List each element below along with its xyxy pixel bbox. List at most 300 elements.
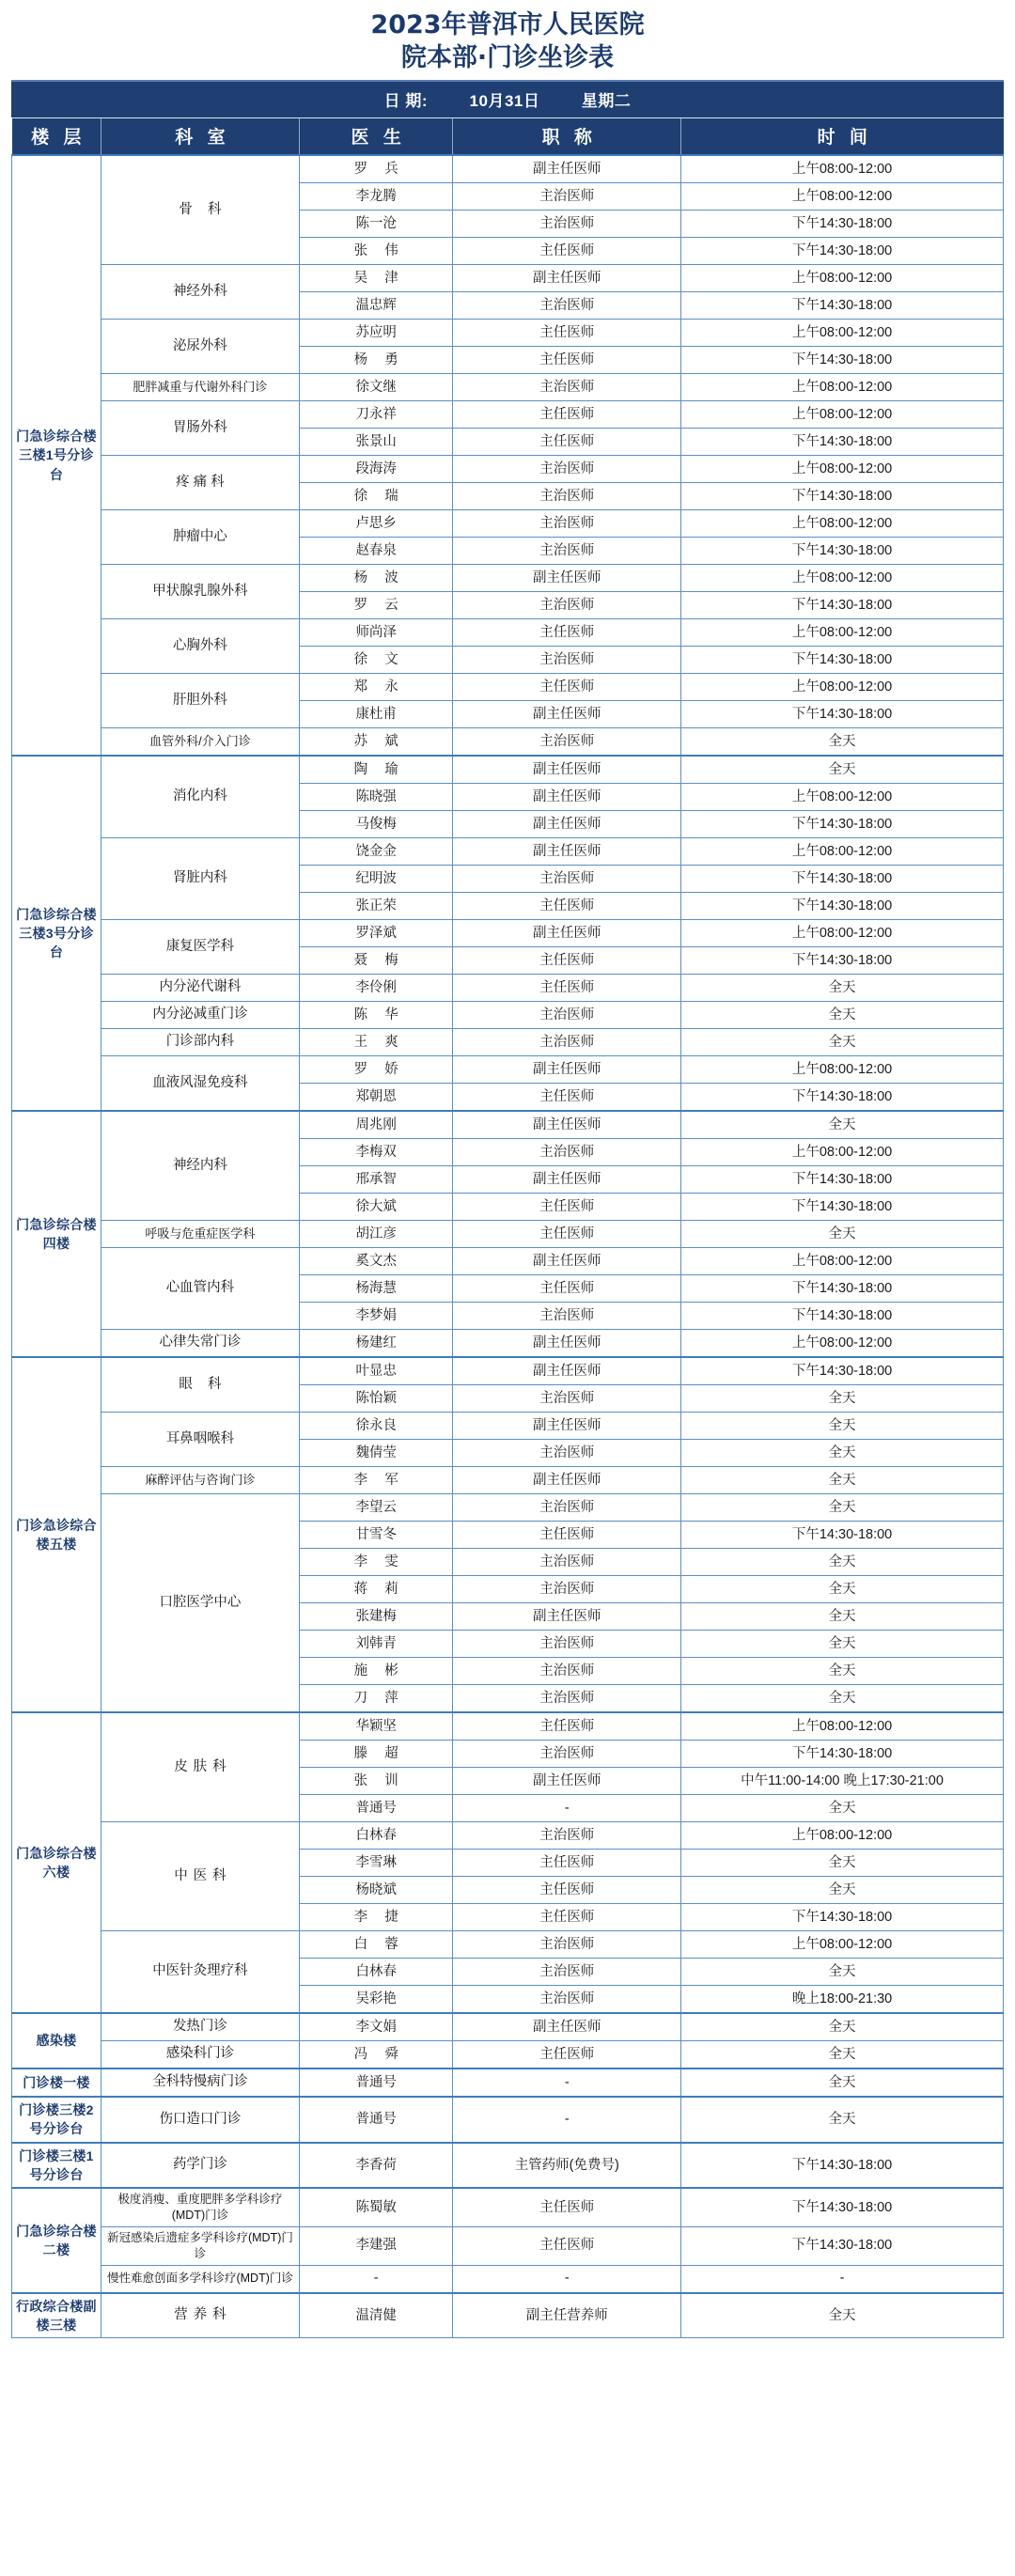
date-label: 日 期: [383,92,429,111]
time-cell: 全天 [681,1576,1004,1603]
table-row [12,2227,1004,2266]
time-cell: 下午14:30-18:00 [681,483,1004,510]
table-row [12,920,1004,947]
doctor-cell: 李香荷 [299,2143,453,2189]
time-cell: 下午14:30-18:00 [681,2227,1004,2266]
time-cell: 全天 [681,1111,1004,1139]
doctor-cell: 聂 梅 [299,947,453,975]
doctor-cell: 陶 瑜 [299,756,453,784]
title-cell: 主任医师 [453,347,681,374]
doctor-cell: 徐永良 [299,1413,453,1440]
title-cell: 主治医师 [453,647,681,674]
floor-cell: 门诊楼三楼1号分诊台 [12,2143,102,2189]
title-cell: - [453,2069,681,2097]
title-cell: 主任医师 [453,947,681,975]
department-cell: 甲状腺乳腺外科 [101,565,299,619]
time-cell: 全天 [681,1440,1004,1467]
time-cell: 全天 [681,975,1004,1002]
time-cell: 上午08:00-12:00 [681,674,1004,701]
department-cell: 耳鼻咽喉科 [101,1413,299,1467]
table-header-row [12,118,1004,155]
hospital-name: 2023年普洱市人民医院 [370,10,645,39]
table-row [12,975,1004,1002]
doctor-cell: 郑朝恩 [299,1084,453,1112]
doctor-cell: 邢承智 [299,1166,453,1194]
table-row [12,320,1004,347]
title-cell: 副主任医师 [453,1467,681,1494]
doctor-cell: 杨 波 [299,565,453,592]
time-cell: 全天 [681,1850,1004,1877]
date-bar [11,80,1004,118]
doctor-cell: 白 蓉 [299,1931,453,1959]
title-cell: 主任医师 [453,619,681,647]
title-cell: 副主任医师 [453,2013,681,2041]
doctor-cell: 刘韩青 [299,1631,453,1658]
title-cell: 主任医师 [453,1194,681,1221]
time-cell: 下午14:30-18:00 [681,893,1004,920]
table-row [12,2293,1004,2338]
title-cell: 主治医师 [453,1139,681,1166]
table-row [12,2041,1004,2069]
floor-cell: 门急诊综合楼六楼 [12,1712,102,2013]
time-cell: 上午08:00-12:00 [681,1931,1004,1959]
title-cell: 主治医师 [453,1685,681,1713]
department-cell: 肥胖减重与代谢外科门诊 [101,374,299,401]
title-cell: 主任医师 [453,401,681,429]
department-cell: 胃肠外科 [101,401,299,456]
title-cell: 副主任医师 [453,838,681,866]
weekday-value: 星期二 [581,92,632,111]
department-cell: 伤口造口门诊 [101,2097,299,2143]
doctor-cell: 陈怡颖 [299,1385,453,1413]
doctor-cell: 温忠辉 [299,292,453,320]
doctor-cell: 陈晓强 [299,784,453,811]
time-cell: 全天 [681,1631,1004,1658]
page-title [11,0,1004,80]
title-cell: 主治医师 [453,1494,681,1522]
time-cell: 下午14:30-18:00 [681,238,1004,265]
doctor-cell: 李 军 [299,1467,453,1494]
time-cell: 全天 [681,1795,1004,1822]
title-cell: 主任医师 [453,1084,681,1112]
title-cell: 副主任医师 [453,1330,681,1358]
title-cell: 主管药师(免费号) [453,2143,681,2189]
doctor-cell: 魏倩莹 [299,1440,453,1467]
floor-cell: 门急诊综合楼三楼1号分诊台 [12,155,102,756]
time-cell: 全天 [681,728,1004,757]
department-cell: 内分泌代谢科 [101,975,299,1002]
department-cell: 内分泌减重门诊 [101,1002,299,1029]
department-cell: 心胸外科 [101,619,299,674]
department-cell: 麻醉评估与咨询门诊 [101,1467,299,1494]
title-cell: 主治医师 [453,1631,681,1658]
title-cell: 主治医师 [453,374,681,401]
table-row [12,2188,1004,2226]
department-cell: 极度消瘦、重度肥胖多学科诊疗(MDT)门诊 [101,2188,299,2226]
doctor-cell: 刀永祥 [299,401,453,429]
time-cell: 全天 [681,2069,1004,2097]
time-cell: 下午14:30-18:00 [681,347,1004,374]
title-cell: 副主任医师 [453,155,681,183]
department-cell: 血液风湿免疫科 [101,1056,299,1112]
date-value: 10月31日 [469,92,540,111]
schedule-table [11,118,1004,2338]
department-cell: 呼吸与危重症医学科 [101,1221,299,1248]
title-cell: 副主任医师 [453,1603,681,1631]
floor-cell: 行政综合楼副楼三楼 [12,2293,102,2338]
table-row [12,565,1004,592]
title-cell: 主任医师 [453,1221,681,1248]
department-cell: 皮肤科 [101,1712,299,1822]
title-cell: 副主任营养师 [453,2293,681,2338]
doctor-cell: 李龙腾 [299,183,453,211]
doctor-cell: 徐大斌 [299,1194,453,1221]
time-cell: 全天 [681,1685,1004,1713]
doctor-cell: 刀 萍 [299,1685,453,1713]
table-row [12,265,1004,292]
time-cell: 上午08:00-12:00 [681,320,1004,347]
table-row [12,756,1004,784]
time-cell: 全天 [681,1877,1004,1904]
doctor-cell: 饶金金 [299,838,453,866]
time-cell: 全天 [681,1959,1004,1986]
time-cell: 下午14:30-18:00 [681,811,1004,838]
department-cell: 康复医学科 [101,920,299,975]
time-cell: 晚上18:00-21:30 [681,1986,1004,2014]
title-cell: 副主任医师 [453,920,681,947]
doctor-cell: 李望云 [299,1494,453,1522]
doctor-cell: 师尚泽 [299,619,453,647]
schedule-subtitle: 院本部·门诊坐诊表 [400,42,615,72]
time-cell: 下午14:30-18:00 [681,2143,1004,2189]
department-cell: 心律失常门诊 [101,1330,299,1358]
time-cell: 下午14:30-18:00 [681,211,1004,238]
time-cell: 上午08:00-12:00 [681,265,1004,292]
title-cell: 主治医师 [453,1029,681,1056]
title-cell: 主治医师 [453,1931,681,1959]
doctor-cell: 杨晓斌 [299,1877,453,1904]
title-cell: 主治医师 [453,456,681,483]
department-cell: 神经外科 [101,265,299,320]
table-row [12,1248,1004,1275]
table-row [12,456,1004,483]
doctor-cell: 周兆刚 [299,1111,453,1139]
time-cell: 全天 [681,1221,1004,1248]
time-cell: 下午14:30-18:00 [681,429,1004,456]
title-cell: - [453,1795,681,1822]
title-cell: 主任医师 [453,2188,681,2226]
time-cell: 全天 [681,1549,1004,1576]
title-cell: 主任医师 [453,1877,681,1904]
doctor-cell: 施 彬 [299,1658,453,1685]
doctor-cell: 杨 勇 [299,347,453,374]
title-cell: 主治医师 [453,1440,681,1467]
doctor-cell: 陈蜀敏 [299,2188,453,2226]
department-cell: 中医科 [101,1822,299,1931]
title-cell: 主任医师 [453,238,681,265]
time-cell: 下午14:30-18:00 [681,538,1004,565]
doctor-cell: 苏应明 [299,320,453,347]
department-cell: 血管外科/介入门诊 [101,728,299,757]
doctor-cell: 奚文杰 [299,1248,453,1275]
department-cell: 感染科门诊 [101,2041,299,2069]
time-cell: 下午14:30-18:00 [681,1275,1004,1303]
doctor-cell: 李伶俐 [299,975,453,1002]
table-row [12,1357,1004,1385]
department-cell: 肾脏内科 [101,838,299,920]
time-cell: 上午08:00-12:00 [681,1139,1004,1166]
doctor-cell: 李 捷 [299,1904,453,1931]
time-cell: 全天 [681,2013,1004,2041]
time-cell: 上午08:00-12:00 [681,1822,1004,1850]
title-cell: 主任医师 [453,320,681,347]
doctor-cell: 张建梅 [299,1603,453,1631]
table-row [12,1111,1004,1139]
title-cell: 主任医师 [453,1904,681,1931]
department-cell: 肝胆外科 [101,674,299,728]
title-cell: 主治医师 [453,183,681,211]
floor-cell: 门急诊综合楼三楼3号分诊台 [12,756,102,1111]
doctor-cell: 陈 华 [299,1002,453,1029]
floor-cell: 门诊楼三楼2号分诊台 [12,2097,102,2143]
doctor-cell: 李雪琳 [299,1850,453,1877]
title-cell: 副主任医师 [453,811,681,838]
time-cell: 下午14:30-18:00 [681,1522,1004,1549]
title-cell: 主治医师 [453,538,681,565]
time-cell: 全天 [681,2293,1004,2338]
time-cell: 下午14:30-18:00 [681,1741,1004,1768]
time-cell: 下午14:30-18:00 [681,947,1004,975]
table-row [12,1002,1004,1029]
table-row [12,2097,1004,2143]
department-cell: 眼 科 [101,1357,299,1413]
table-row [12,510,1004,538]
table-row [12,401,1004,429]
title-cell: 副主任医师 [453,1248,681,1275]
title-cell: 副主任医师 [453,756,681,784]
table-row [12,1221,1004,1248]
doctor-cell: 段海涛 [299,456,453,483]
department-cell: 营养科 [101,2293,299,2338]
time-cell: 全天 [681,1029,1004,1056]
time-cell: 下午14:30-18:00 [681,592,1004,619]
title-cell: 主任医师 [453,1275,681,1303]
title-cell: 主任医师 [453,674,681,701]
doctor-cell: 华颖坚 [299,1712,453,1741]
time-cell: 下午14:30-18:00 [681,1084,1004,1112]
title-cell: 主任医师 [453,2227,681,2266]
doctor-cell: 康杜甫 [299,701,453,728]
title-cell: 副主任医师 [453,784,681,811]
time-cell: 上午08:00-12:00 [681,619,1004,647]
time-cell: 全天 [681,1494,1004,1522]
department-cell: 消化内科 [101,756,299,838]
time-cell: 全天 [681,756,1004,784]
title-cell: 主治医师 [453,211,681,238]
title-cell: 副主任医师 [453,565,681,592]
doctor-cell: 蒋 莉 [299,1576,453,1603]
table-row [12,674,1004,701]
schedule-body [12,155,1004,2338]
doctor-cell: 赵春泉 [299,538,453,565]
table-row [12,619,1004,647]
doctor-cell: 温清健 [299,2293,453,2338]
time-cell: - [681,2265,1004,2293]
title-cell: 主治医师 [453,1549,681,1576]
title-cell: 主治医师 [453,1576,681,1603]
doctor-cell: 徐 瑞 [299,483,453,510]
doctor-cell: 纪明波 [299,866,453,893]
table-row [12,1494,1004,1522]
doctor-cell: 杨海慧 [299,1275,453,1303]
table-row [12,374,1004,401]
title-cell: 主治医师 [453,1385,681,1413]
doctor-cell: 罗泽斌 [299,920,453,947]
title-cell: 主任医师 [453,429,681,456]
doctor-cell: 徐文继 [299,374,453,401]
time-cell: 上午08:00-12:00 [681,1712,1004,1741]
time-cell: 全天 [681,1413,1004,1440]
time-cell: 下午14:30-18:00 [681,1194,1004,1221]
title-cell: 主任医师 [453,975,681,1002]
department-cell: 全科特慢病门诊 [101,2069,299,2097]
time-cell: 下午14:30-18:00 [681,2188,1004,2226]
title-cell: 主任医师 [453,1712,681,1741]
time-cell: 上午08:00-12:00 [681,1330,1004,1358]
title-cell: - [453,2097,681,2143]
title-cell: 主任医师 [453,1850,681,1877]
time-cell: 上午08:00-12:00 [681,920,1004,947]
title-cell: 副主任医师 [453,1357,681,1385]
title-cell: 副主任医师 [453,701,681,728]
doctor-cell: 李梦娟 [299,1303,453,1330]
time-cell: 上午08:00-12:00 [681,401,1004,429]
column-header-time: 时 间 [681,118,1004,155]
table-row [12,2013,1004,2041]
column-header-floor: 楼 层 [12,118,102,155]
doctor-cell: 张正荣 [299,893,453,920]
time-cell: 上午08:00-12:00 [681,510,1004,538]
doctor-cell: 王 爽 [299,1029,453,1056]
doctor-cell: 李梅双 [299,1139,453,1166]
title-cell: 主治医师 [453,483,681,510]
time-cell: 下午14:30-18:00 [681,1904,1004,1931]
time-cell: 上午08:00-12:00 [681,838,1004,866]
time-cell: 下午14:30-18:00 [681,1166,1004,1194]
table-row [12,1029,1004,1056]
floor-cell: 感染楼 [12,2013,102,2069]
time-cell: 中午11:00-14:00 晚上17:30-21:00 [681,1768,1004,1795]
department-cell: 新冠感染后遗症多学科诊疗(MDT)门诊 [101,2227,299,2266]
column-header-title: 职 称 [453,118,681,155]
doctor-cell: 马俊梅 [299,811,453,838]
table-row [12,2265,1004,2293]
doctor-cell: 杨建红 [299,1330,453,1358]
doctor-cell: 张 伟 [299,238,453,265]
title-cell: 主治医师 [453,1002,681,1029]
doctor-cell: 白林春 [299,1822,453,1850]
time-cell: 全天 [681,1385,1004,1413]
doctor-cell: 李文娟 [299,2013,453,2041]
title-cell: 主治医师 [453,728,681,757]
doctor-cell: 吴 津 [299,265,453,292]
time-cell: 下午14:30-18:00 [681,1357,1004,1385]
doctor-cell: 叶显忠 [299,1357,453,1385]
department-cell: 门诊部内科 [101,1029,299,1056]
doctor-cell: 张景山 [299,429,453,456]
table-row [12,1413,1004,1440]
table-row [12,1467,1004,1494]
doctor-cell: 胡江彦 [299,1221,453,1248]
doctor-cell: - [299,2265,453,2293]
table-row [12,155,1004,183]
time-cell: 下午14:30-18:00 [681,292,1004,320]
time-cell: 全天 [681,2041,1004,2069]
time-cell: 全天 [681,1658,1004,1685]
doctor-cell: 白林春 [299,1959,453,1986]
table-row [12,1931,1004,1959]
department-cell: 发热门诊 [101,2013,299,2041]
title-cell: 主治医师 [453,1303,681,1330]
title-cell: 主治医师 [453,1822,681,1850]
doctor-cell: 罗 娇 [299,1056,453,1084]
title-cell: 主治医师 [453,1741,681,1768]
department-cell: 肿瘤中心 [101,510,299,565]
time-cell: 全天 [681,1002,1004,1029]
time-cell: 上午08:00-12:00 [681,374,1004,401]
doctor-cell: 普通号 [299,2097,453,2143]
title-cell: - [453,2265,681,2293]
doctor-cell: 冯 舜 [299,2041,453,2069]
column-header-doctor: 医 生 [299,118,453,155]
table-row [12,1712,1004,1741]
time-cell: 上午08:00-12:00 [681,565,1004,592]
floor-cell: 门急诊综合楼四楼 [12,1111,102,1357]
doctor-cell: 滕 超 [299,1741,453,1768]
table-row [12,1056,1004,1084]
table-row [12,1330,1004,1358]
doctor-cell: 徐 文 [299,647,453,674]
department-cell: 心血管内科 [101,1248,299,1330]
title-cell: 主治医师 [453,1986,681,2014]
table-row [12,728,1004,757]
doctor-cell: 张 训 [299,1768,453,1795]
department-cell: 骨 科 [101,155,299,265]
doctor-cell: 李 雯 [299,1549,453,1576]
department-cell: 口腔医学中心 [101,1494,299,1713]
doctor-cell: 罗 云 [299,592,453,619]
doctor-cell: 卢思乡 [299,510,453,538]
title-cell: 副主任医师 [453,1413,681,1440]
department-cell: 慢性难愈创面多学科诊疗(MDT)门诊 [101,2265,299,2293]
time-cell: 下午14:30-18:00 [681,647,1004,674]
table-row [12,1822,1004,1850]
department-cell: 药学门诊 [101,2143,299,2189]
time-cell: 上午08:00-12:00 [681,1248,1004,1275]
table-row [12,838,1004,866]
title-cell: 主任医师 [453,1522,681,1549]
doctor-cell: 陈一沧 [299,211,453,238]
department-cell: 神经内科 [101,1111,299,1221]
time-cell: 上午08:00-12:00 [681,1056,1004,1084]
floor-cell: 门急诊综合楼二楼 [12,2188,102,2293]
table-row [12,2069,1004,2097]
title-cell: 主任医师 [453,2041,681,2069]
title-cell: 主治医师 [453,866,681,893]
floor-cell: 门诊楼一楼 [12,2069,102,2097]
doctor-cell: 苏 斌 [299,728,453,757]
column-header-dept: 科 室 [101,118,299,155]
